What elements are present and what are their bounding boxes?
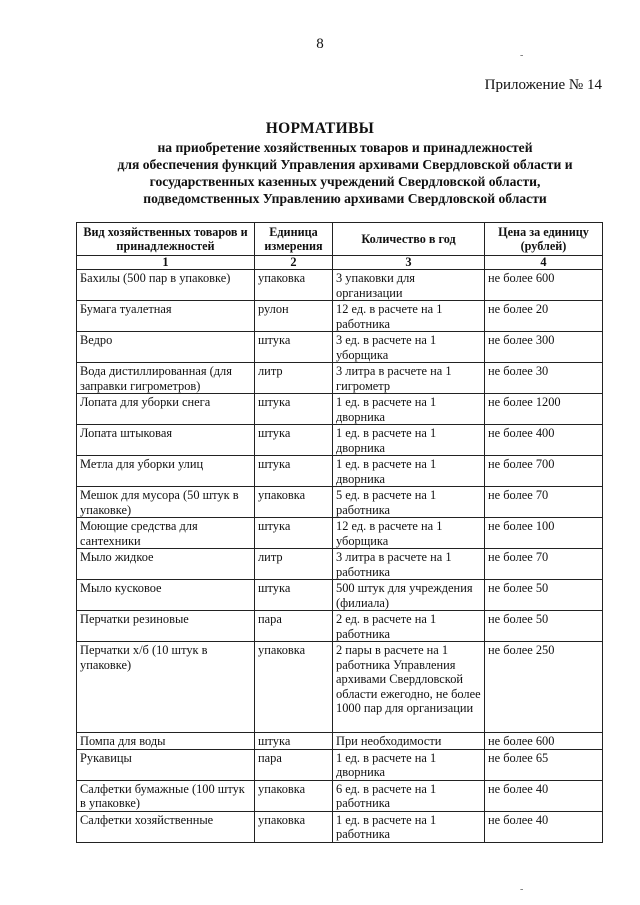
table-row (77, 394, 603, 425)
cell-item: Мыло жидкое (77, 549, 255, 580)
table-row (77, 487, 603, 518)
document-subtitle (60, 139, 630, 207)
cell-item: Салфетки бумажные (100 штук в упаковке) (77, 780, 255, 811)
cell-unit: пара (255, 611, 333, 642)
cell-quantity: 3 литра в расчете на 1 работника (333, 549, 485, 580)
cell-unit: литр (255, 549, 333, 580)
cell-unit: упаковка (255, 780, 333, 811)
cell-quantity: 1 ед. в расчете на 1 дворника (333, 425, 485, 456)
cell-price: не более 30 (485, 363, 603, 394)
cell-price: не более 600 (485, 733, 603, 750)
cell-unit: рулон (255, 301, 333, 332)
header-unit: Единица измерения (255, 223, 333, 256)
cell-item: Моющие средства для сантехники (77, 518, 255, 549)
appendix-label: Приложение № 14 (484, 77, 602, 93)
table-row (77, 749, 603, 780)
table-row (77, 425, 603, 456)
cell-quantity: 12 ед. в расчете на 1 уборщика (333, 518, 485, 549)
cell-price: не более 40 (485, 780, 603, 811)
cell-quantity: 2 пары в расчете на 1 работника Управления архивами Свердловской области ежегодно, не более 1000 пар для организации (333, 642, 485, 733)
table-row (77, 733, 603, 750)
cell-quantity: 5 ед. в расчете на 1 работника (333, 487, 485, 518)
cell-quantity: 3 упаковки для организации (333, 270, 485, 301)
cell-unit: штука (255, 425, 333, 456)
header-quantity: Количество в год (333, 223, 485, 256)
cell-price: не более 70 (485, 549, 603, 580)
cell-quantity: 3 литра в расчете на 1 гигрометр (333, 363, 485, 394)
cell-price: не более 250 (485, 642, 603, 733)
cell-item: Метла для уборки улиц (77, 456, 255, 487)
cell-item: Ведро (77, 332, 255, 363)
cell-unit: пара (255, 749, 333, 780)
cell-quantity: 6 ед. в расчете на 1 работника (333, 780, 485, 811)
cell-price: не более 65 (485, 749, 603, 780)
column-number: 1 (77, 256, 255, 270)
norms-table (76, 222, 603, 843)
header-item-type: Вид хозяйственных товаров и принадлежностей (77, 223, 255, 256)
cell-unit: штука (255, 733, 333, 750)
cell-item: Мыло кусковое (77, 580, 255, 611)
subtitle-line: государственных казенных учреждений Свердловской области, (149, 174, 541, 189)
cell-item: Лопата для уборки снега (77, 394, 255, 425)
cell-unit: упаковка (255, 811, 333, 842)
table-row (77, 270, 603, 301)
page-number: 8 (316, 36, 324, 52)
cell-item: Салфетки хозяйственные (77, 811, 255, 842)
cell-unit: штука (255, 332, 333, 363)
scan-mark: - (520, 50, 524, 61)
cell-quantity: 1 ед. в расчете на 1 работника (333, 811, 485, 842)
cell-price: не более 70 (485, 487, 603, 518)
cell-item: Рукавицы (77, 749, 255, 780)
table-row (77, 332, 603, 363)
table-row (77, 811, 603, 842)
cell-price: не более 50 (485, 611, 603, 642)
cell-price: не более 600 (485, 270, 603, 301)
cell-item: Лопата штыковая (77, 425, 255, 456)
cell-quantity: 3 ед. в расчете на 1 уборщика (333, 332, 485, 363)
cell-item: Перчатки резиновые (77, 611, 255, 642)
column-number: 3 (333, 256, 485, 270)
cell-unit: упаковка (255, 270, 333, 301)
cell-item: Вода дистиллированная (для заправки гигрометров) (77, 363, 255, 394)
table-row (77, 642, 603, 733)
subtitle-line: для обеспечения функций Управления архивами Свердловской области и (117, 157, 573, 172)
table-row (77, 301, 603, 332)
document-title: НОРМАТИВЫ (265, 120, 375, 137)
table-header-row (77, 223, 603, 256)
cell-unit: литр (255, 363, 333, 394)
cell-unit: упаковка (255, 642, 333, 733)
cell-quantity: 500 штук для учреждения (филиала) (333, 580, 485, 611)
table-row (77, 611, 603, 642)
table-row (77, 363, 603, 394)
cell-price: не более 50 (485, 580, 603, 611)
cell-price: не более 300 (485, 332, 603, 363)
scan-mark: - (520, 884, 524, 895)
table-row (77, 456, 603, 487)
cell-item: Бумага туалетная (77, 301, 255, 332)
cell-unit: штука (255, 518, 333, 549)
table-row (77, 780, 603, 811)
cell-quantity: 1 ед. в расчете на 1 дворника (333, 456, 485, 487)
cell-price: не более 40 (485, 811, 603, 842)
cell-unit: штука (255, 456, 333, 487)
cell-item: Помпа для воды (77, 733, 255, 750)
cell-item: Бахилы (500 пар в упаковке) (77, 270, 255, 301)
cell-price: не более 400 (485, 425, 603, 456)
cell-unit: штука (255, 580, 333, 611)
cell-price: не более 1200 (485, 394, 603, 425)
header-price: Цена за единицу (рублей) (485, 223, 603, 256)
cell-quantity: При необходимости (333, 733, 485, 750)
column-number: 2 (255, 256, 333, 270)
cell-quantity: 1 ед. в расчете на 1 дворника (333, 749, 485, 780)
subtitle-line: на приобретение хозяйственных товаров и принадлежностей (157, 140, 533, 155)
subtitle-line: подведомственных Управлению архивами Свердловской области (143, 191, 547, 206)
table-row (77, 518, 603, 549)
cell-unit: штука (255, 394, 333, 425)
cell-price: не более 700 (485, 456, 603, 487)
cell-price: не более 20 (485, 301, 603, 332)
table-row (77, 549, 603, 580)
cell-item: Мешок для мусора (50 штук в упаковке) (77, 487, 255, 518)
table-row (77, 580, 603, 611)
cell-item: Перчатки х/б (10 штук в упаковке) (77, 642, 255, 733)
cell-quantity: 12 ед. в расчете на 1 работника (333, 301, 485, 332)
cell-quantity: 1 ед. в расчете на 1 дворника (333, 394, 485, 425)
column-number-row (77, 256, 603, 270)
cell-price: не более 100 (485, 518, 603, 549)
cell-unit: упаковка (255, 487, 333, 518)
column-number: 4 (485, 256, 603, 270)
cell-quantity: 2 ед. в расчете на 1 работника (333, 611, 485, 642)
